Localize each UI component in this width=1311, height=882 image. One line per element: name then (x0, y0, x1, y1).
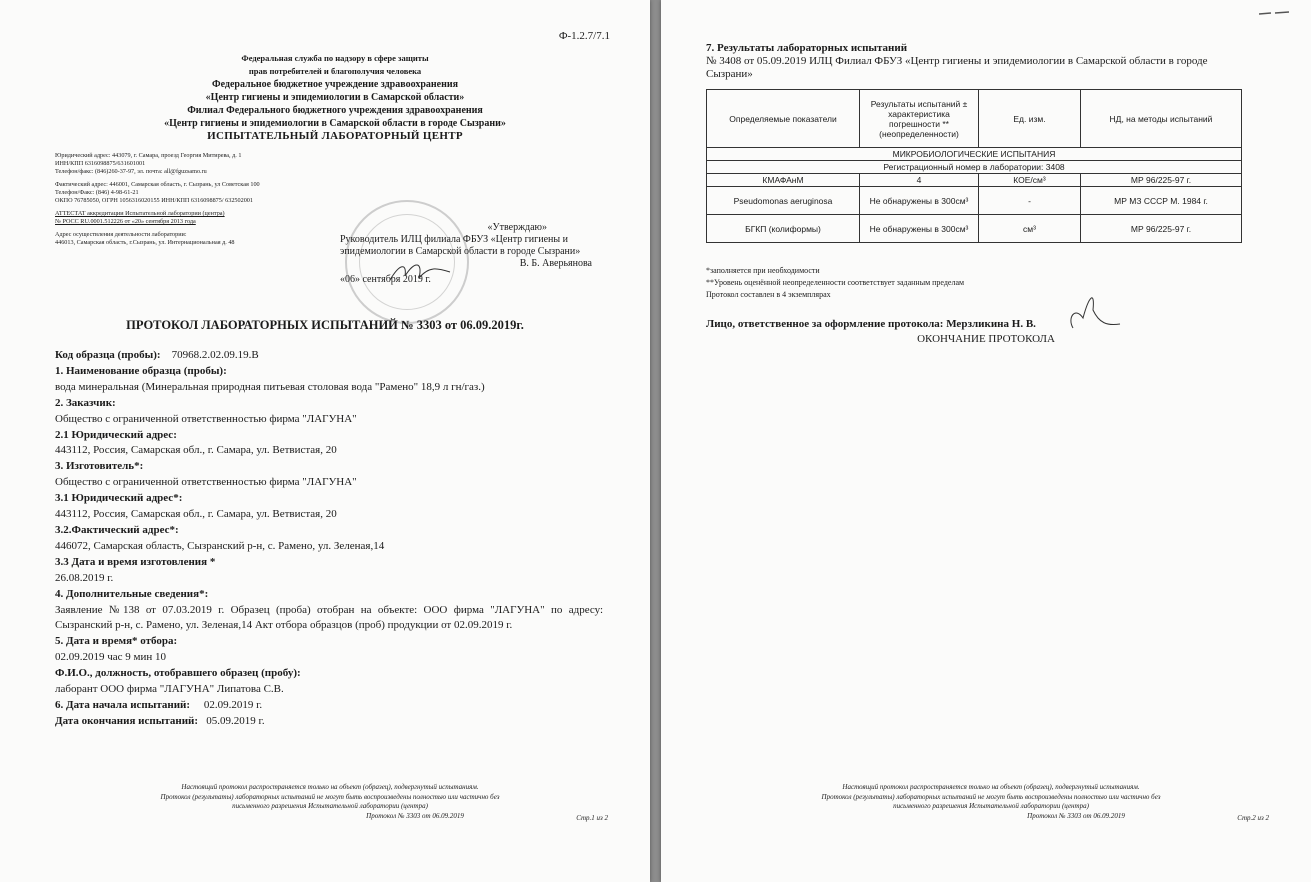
scan-mark (1259, 10, 1289, 16)
requisite-line: Фактический адрес: 446001, Самарская область, г. Сызрань, ул Советская 100 (55, 181, 260, 188)
footer-line: письменного разрешения Испытательной лаборатории (центра) (893, 802, 1089, 810)
section-value: Общество с ограниченной ответственностью фирма "ЛАГУНА" (55, 476, 357, 489)
approve-text: Руководитель ИЛЦ филиала ФБУЗ «Центр гигиены и эпидемиологии в Самарской области в городе Сызрани» (340, 234, 581, 257)
footer-line: письменного разрешения Испытательной лаборатории (центра) (232, 802, 428, 810)
note-line: Протокол составлен в 4 экземплярах (706, 290, 831, 299)
page-number: Стр.2 из 2 (1237, 814, 1269, 822)
footer-line: Протокол (результаты) лабораторных испытаний не могут быть воспроизведены полностью или частично без (821, 792, 1161, 801)
approver-name: В. Б. Аверьянова (519, 258, 592, 269)
table-cell: - (979, 187, 1081, 215)
section-value: Общество с ограниченной ответственностью фирма "ЛАГУНА" (55, 412, 357, 425)
table-cell: КМАФАнМ (707, 174, 860, 187)
column-header: Ед. изм. (979, 90, 1081, 148)
requisite-line: Телефон/факс: (846)260-37-97, эл. почта: all@fguzsamo.ru (55, 168, 207, 175)
column-header: Результаты испытаний ± характеристика погрешности **(неопределенности) (860, 90, 979, 148)
column-header: НД, на методы испытаний (1081, 90, 1242, 148)
table-cell: МР МЗ СССР М. 1984 г. (1081, 187, 1242, 215)
page-footer (110, 783, 550, 821)
footer-line: Протокол (результаты) лабораторных испытаний не могут быть воспроизведены полностью или частично без (160, 792, 500, 801)
sample-code-value: 70968.2.02.09.19.В (171, 349, 259, 361)
signature-1 (385, 258, 455, 288)
section-label: 2.1 Юридический адрес: (55, 428, 177, 441)
form-code: Ф-1.2.7/7.1 (558, 30, 610, 42)
section-value: 05.09.2019 г. (206, 714, 265, 727)
registration-label: Регистрационный номер в лаборатории: 3408 (707, 161, 1242, 174)
table-cell: 4 (860, 174, 979, 187)
document-page-2 (661, 0, 1311, 882)
column-header: Определяемые показатели (707, 90, 860, 148)
approve-date: «06» сентября 2019 г. (340, 274, 431, 285)
section-label: 2. Заказчик: (55, 396, 116, 409)
section-value: 443112, Россия, Самарская обл., г. Самара, ул. Ветвистая, 20 (55, 508, 337, 521)
section-value: 02.09.2019 г. (203, 698, 263, 711)
requisites-block (55, 152, 315, 247)
approve-label: «Утверждаю» (487, 222, 547, 233)
test-start-row (55, 698, 603, 714)
note-line: **Уровень оценённой неопределенности соответствует заданным пределам (706, 278, 965, 287)
header-line: Федеральная служба по надзору в сфере защиты (241, 53, 429, 63)
section-value: 443112, Россия, Самарская обл., г. Самара, ул. Ветвистая, 20 (55, 444, 337, 457)
section-label: 6. Дата начала испытаний: (55, 698, 191, 711)
table-cell: КОЕ/см³ (979, 174, 1081, 187)
table-group-row (707, 161, 1242, 174)
requisite-line: АТТЕСТАТ аккредитации Испытательной лаборатории (центра) (55, 210, 225, 217)
header-line: «Центр гигиены и эпидемиологии в Самарской области в городе Сызрани» (164, 118, 506, 129)
table-row (707, 215, 1242, 243)
document-page-1 (0, 0, 650, 882)
footer-line: Протокол № 3303 от 06.09.2019 (366, 811, 464, 820)
section-label: 3.1 Юридический адрес*: (55, 492, 183, 505)
protocol-title: ПРОТОКОЛ ЛАБОРАТОРНЫХ ИСПЫТАНИЙ № 3303 от 06.09.2019г. (126, 318, 524, 332)
table-cell: БГКП (колиформы) (707, 215, 860, 243)
section-label: 3. Изготовитель*: (55, 460, 144, 473)
section-label: Ф.И.О., должность, отобравшего образец (пробу): (55, 667, 301, 680)
results-table (706, 89, 1242, 243)
protocol-body (55, 348, 603, 730)
footer-line: Протокол № 3303 от 06.09.2019 (1027, 811, 1125, 820)
section-value: Заявление №138 от 07.03.2019 г. Образец (проба) отобран на объекте: ООО фирма "ЛАГУНА" по адресу: Сызранский р-н, с. Рамено, ул. Зеленая,14 Акт отбора образцов (проб) продукции от 02.09.2019 г. (55, 603, 603, 632)
responsible-person: Лицо, ответственное за оформление протокола: Мерзликина Н. В. (706, 318, 1036, 330)
section-value: 02.09.2019 час 9 мин 10 (55, 651, 167, 664)
section-label: 3.3 Дата и время изготовления * (55, 555, 216, 568)
header-line: «Центр гигиены и эпидемиологии в Самарской области» (205, 92, 465, 103)
section-value: вода минеральная (Минеральная природная питьевая столовая вода "Рамено" 18,9 л гн/газ.) (55, 380, 485, 393)
sample-code-row (55, 348, 603, 364)
table-cell: МР 96/225-97 г. (1081, 174, 1242, 187)
page-footer (771, 783, 1211, 821)
test-end-row (55, 714, 603, 730)
footer-line: Настоящий протокол распространяется только на объект (образец), подвергнутый испытаниям. (842, 783, 1140, 791)
table-cell: см³ (979, 215, 1081, 243)
results-subtitle: № 3408 от 05.09.2019 ИЛЦ Филиал ФБУЗ «Центр гигиены и эпидемиологии в Самарской области в городе Сызрани» (706, 55, 1208, 80)
footer-line: Настоящий протокол распространяется только на объект (образец), подвергнутый испытаниям. (181, 783, 479, 791)
requisite-line: Телефон/Факс: (846) 4-98-61-21 (55, 189, 139, 196)
header-line: Филиал Федерального бюджетного учреждения здравоохранения (187, 105, 483, 116)
header-line: прав потребителей и благополучия человека (248, 66, 422, 76)
table-row (707, 174, 1242, 187)
approval-block (340, 222, 602, 286)
section-label: 3.2.Фактический адрес*: (55, 523, 179, 536)
table-notes (706, 265, 964, 301)
table-cell: МР 96/225-97 г. (1081, 215, 1242, 243)
requisite-line: Юридический адрес: 443079, г. Самара, проезд Георгия Митирева, д. 1 (55, 152, 242, 159)
section-label: Дата окончания испытаний: (55, 714, 199, 727)
note-line: *заполняется при необходимости (706, 266, 820, 275)
results-heading (706, 42, 1246, 81)
table-cell: Pseudomonas aeruginosa (707, 187, 860, 215)
section-value: 26.08.2019 г. (55, 571, 114, 584)
requisite-line: 446013, Самарская область, г.Сызрань, ул. Интернациональная д. 48 (55, 239, 235, 246)
org-header (40, 52, 630, 142)
table-group-row (707, 148, 1242, 161)
protocol-end: ОКОНЧАНИЕ ПРОТОКОЛА (917, 333, 1055, 345)
section-value: лаборант ООО фирма "ЛАГУНА" Липатова С.В. (55, 683, 284, 696)
requisite-line: № РОСС RU.0001.512226 от «20» сентября 2013 года (55, 218, 196, 225)
results-title: 7. Результаты лабораторных испытаний (706, 42, 908, 54)
group-label: МИКРОБИОЛОГИЧЕСКИЕ ИСПЫТАНИЯ (707, 148, 1242, 161)
section-label: 1. Наименование образца (пробы): (55, 364, 227, 377)
header-line: Федеральное бюджетное учреждение здравоохранения (211, 79, 459, 90)
table-cell: Не обнаружены в 300см³ (860, 215, 979, 243)
section-value: 446072, Самарская область, Сызранский р-н, с. Рамено, ул. Зеленая,14 (55, 539, 385, 552)
table-row (707, 187, 1242, 215)
sample-code-label: Код образца (пробы): (55, 349, 161, 361)
section-label: 5. Дата и время* отбора: (55, 635, 178, 648)
lab-center-title: ИСПЫТАТЕЛЬНЫЙ ЛАБОРАТОРНЫЙ ЦЕНТР (207, 130, 463, 142)
requisite-line: ОКПО 76785050, ОГРН 1056316020155 ИНН/КПП 6316098875/ 632502001 (55, 197, 253, 204)
page-number: Стр.1 из 2 (576, 814, 608, 822)
requisite-line: ИНН/КПП 6316098875/631601001 (55, 160, 146, 167)
signature-2 (1065, 288, 1125, 333)
requisite-line: Адрес осуществления деятельности лаборатории: (55, 231, 187, 238)
table-header-row (707, 90, 1242, 148)
table-cell: Не обнаружены в 300см³ (860, 187, 979, 215)
section-label: 4. Дополнительные сведения*: (55, 587, 209, 600)
